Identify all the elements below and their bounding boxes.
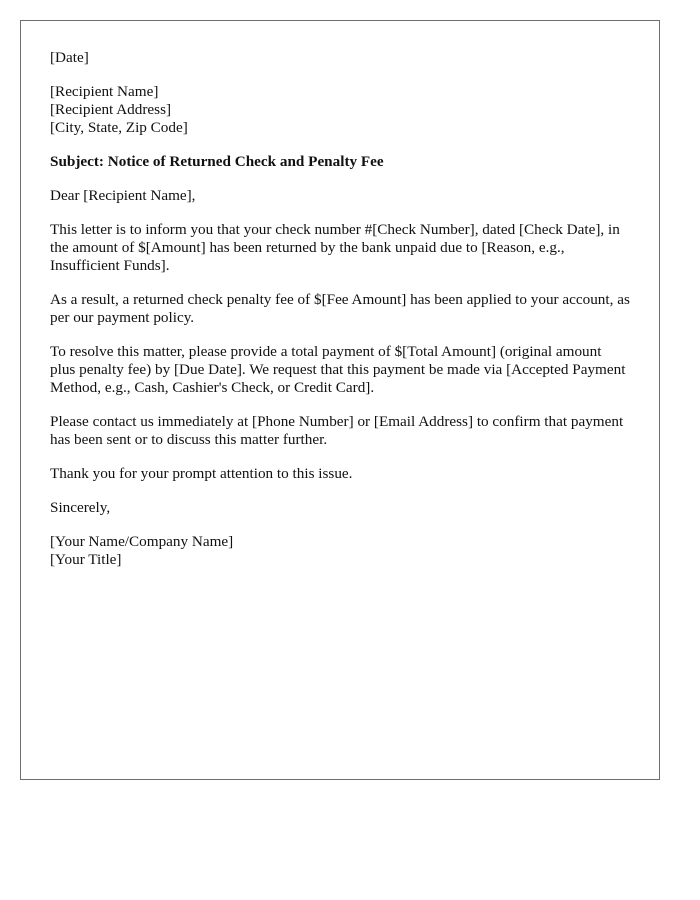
letter-date: [Date] (50, 49, 89, 66)
signature-block (50, 533, 630, 569)
recipient-name: [Recipient Name] (50, 83, 159, 100)
body-paragraph-returned-check: This letter is to inform you that your check number #[Check Number], dated [Check Date], in the amount of $[Amount] has been returned by the bank unpaid due to [Reason, e.g., Insufficient Funds]. (50, 221, 620, 274)
recipient-city-state-zip: [City, State, Zip Code] (50, 119, 188, 136)
recipient-address: [Recipient Address] (50, 101, 172, 118)
salutation: Dear [Recipient Name], (50, 187, 196, 204)
letter-frame (20, 20, 660, 780)
signature-title: [Your Title] (50, 551, 122, 568)
letter-subject: Subject: Notice of Returned Check and Penalty Fee (50, 153, 384, 170)
body-paragraph-penalty-fee: As a result, a returned check penalty fee of $[Fee Amount] has been applied to your account, as per our payment policy. (50, 291, 630, 326)
body-paragraph-thanks: Thank you for your prompt attention to this issue. (50, 465, 353, 482)
body-paragraph-contact: Please contact us immediately at [Phone Number] or [Email Address] to confirm that payment has been sent or to discuss this matter further. (50, 413, 624, 448)
closing: Sincerely, (50, 499, 111, 516)
signature-name: [Your Name/Company Name] (50, 533, 234, 550)
recipient-block (50, 83, 630, 137)
letter-body (50, 49, 630, 585)
body-paragraph-payment-request: To resolve this matter, please provide a total payment of $[Total Amount] (original amount plus penalty fee) by [Due Date]. We request that this payment be made via [Accepted Payment Method, e.g., Cash, Cashier's Check, or Credit Card]. (50, 343, 626, 396)
